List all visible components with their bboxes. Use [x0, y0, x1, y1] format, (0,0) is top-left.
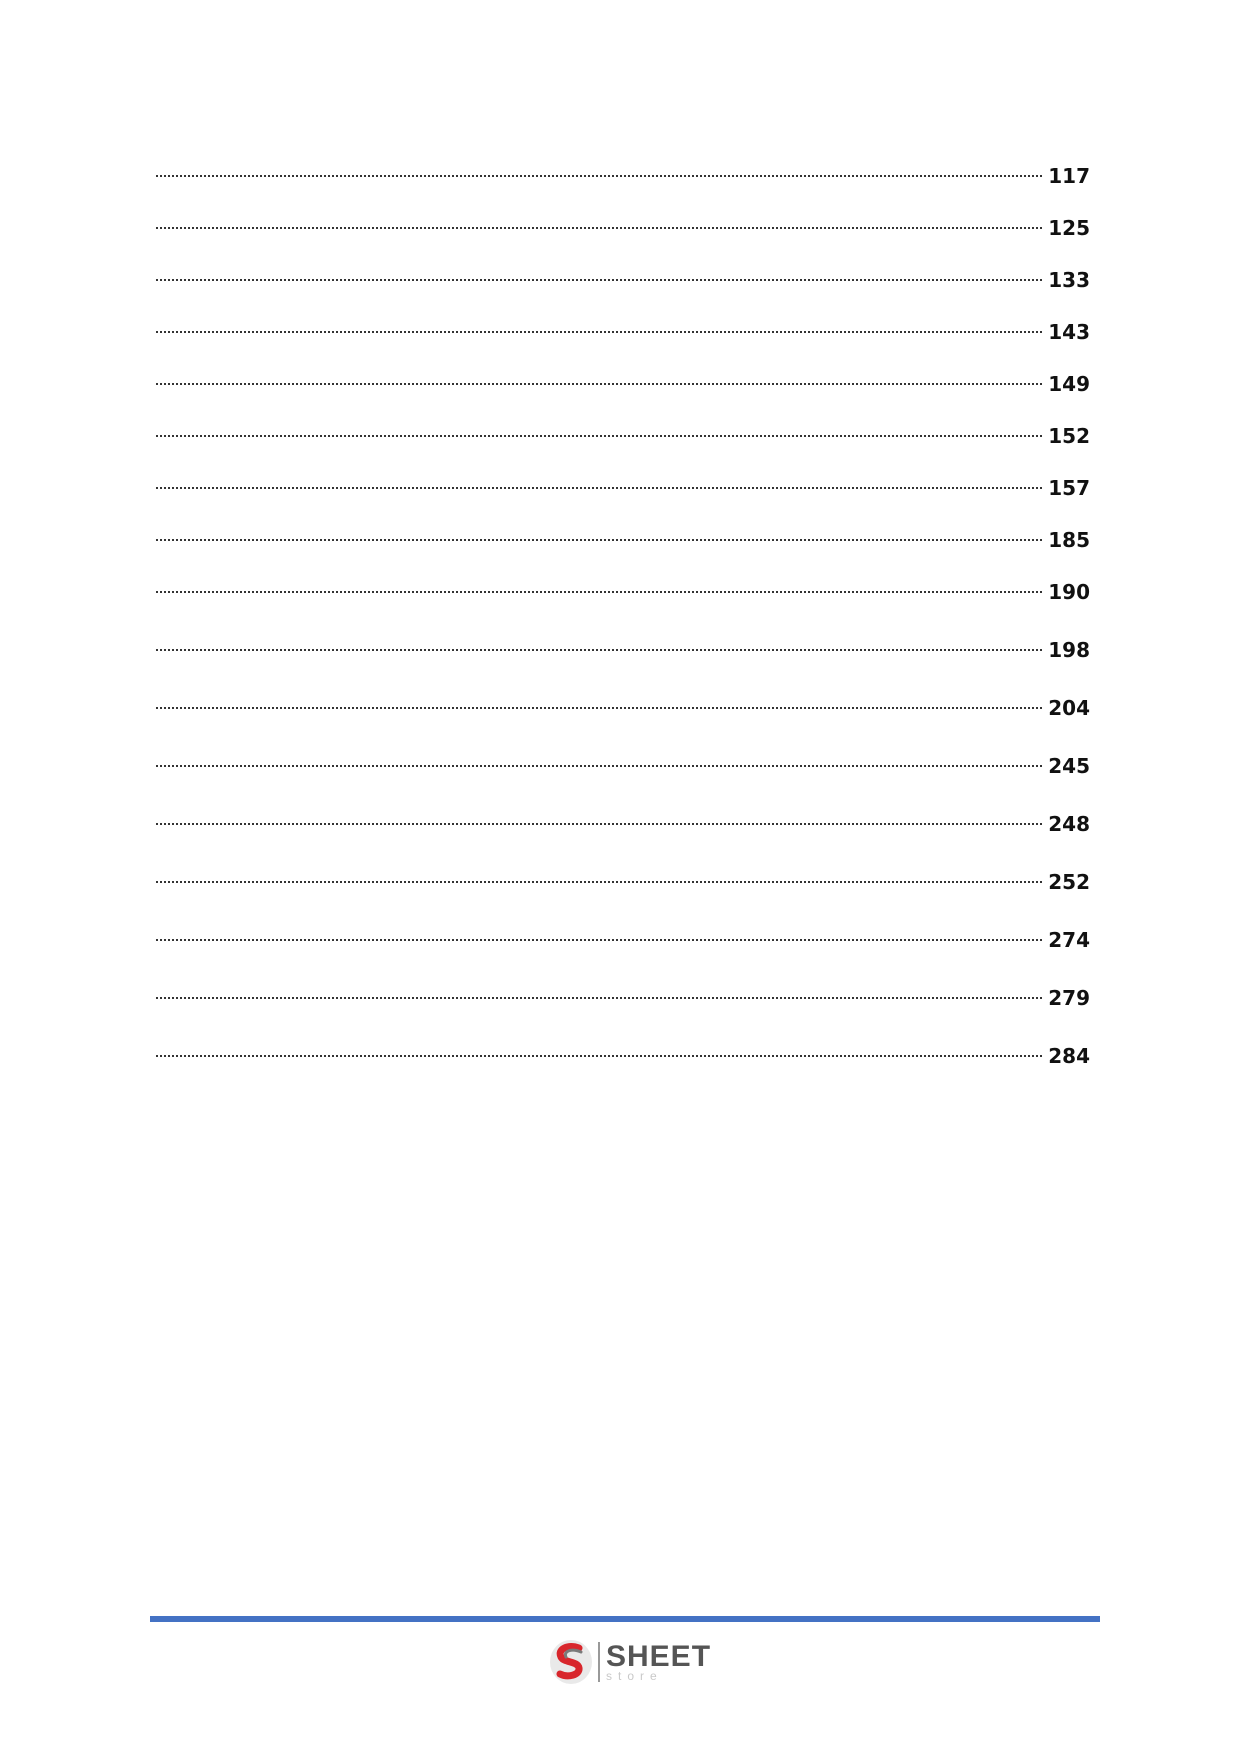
toc-entry[interactable] [150, 1030, 1090, 1082]
toc-page-number: 185 [1048, 528, 1090, 552]
s-logo-icon [548, 1638, 594, 1686]
logo-subword: store [606, 1669, 663, 1683]
toc-page-number: 152 [1048, 424, 1090, 448]
toc-page-number: 274 [1048, 928, 1090, 952]
toc-entry[interactable] [150, 150, 1090, 202]
toc-entry[interactable] [150, 514, 1090, 566]
toc-entry[interactable] [150, 972, 1090, 1024]
dot-leader [156, 997, 1042, 999]
dot-leader [156, 331, 1042, 333]
toc-page-number: 284 [1048, 1044, 1090, 1068]
toc-entry[interactable] [150, 202, 1090, 254]
toc-entry[interactable] [150, 410, 1090, 462]
toc-entry[interactable] [150, 462, 1090, 514]
dot-leader [156, 383, 1042, 385]
toc-entry[interactable] [150, 856, 1090, 908]
dot-leader [156, 539, 1042, 541]
toc-entry[interactable] [150, 740, 1090, 792]
dot-leader [156, 175, 1042, 177]
toc-page-number: 117 [1048, 164, 1090, 188]
toc-entry[interactable] [150, 624, 1090, 676]
dot-leader [156, 1055, 1042, 1057]
logo-divider [598, 1642, 600, 1682]
toc-entry[interactable] [150, 358, 1090, 410]
toc-page-number: 245 [1048, 754, 1090, 778]
dot-leader [156, 487, 1042, 489]
toc-page-number: 248 [1048, 812, 1090, 836]
toc-entry[interactable] [150, 798, 1090, 850]
toc-page-number: 143 [1048, 320, 1090, 344]
dot-leader [156, 435, 1042, 437]
table-of-contents [150, 150, 1090, 1082]
dot-leader [156, 939, 1042, 941]
toc-page-number: 279 [1048, 986, 1090, 1010]
toc-page-number: 204 [1048, 696, 1090, 720]
toc-page-number: 198 [1048, 638, 1090, 662]
logo-word: SHEET [606, 1640, 712, 1673]
dot-leader [156, 707, 1042, 709]
toc-page-number: 190 [1048, 580, 1090, 604]
dot-leader [156, 881, 1042, 883]
toc-entry[interactable] [150, 306, 1090, 358]
dot-leader [156, 765, 1042, 767]
footer-rule [150, 1616, 1100, 1622]
toc-entry[interactable] [150, 682, 1090, 734]
toc-page-number: 252 [1048, 870, 1090, 894]
toc-entry[interactable] [150, 914, 1090, 966]
dot-leader [156, 649, 1042, 651]
toc-entry[interactable] [150, 254, 1090, 306]
dot-leader [156, 227, 1042, 229]
sheet-store-logo [548, 1634, 728, 1690]
toc-page-number: 133 [1048, 268, 1090, 292]
toc-page-number: 125 [1048, 216, 1090, 240]
toc-page-number: 157 [1048, 476, 1090, 500]
dot-leader [156, 823, 1042, 825]
logo-wordmark [606, 1642, 711, 1682]
dot-leader [156, 591, 1042, 593]
dot-leader [156, 279, 1042, 281]
toc-entry[interactable] [150, 566, 1090, 618]
toc-page-number: 149 [1048, 372, 1090, 396]
